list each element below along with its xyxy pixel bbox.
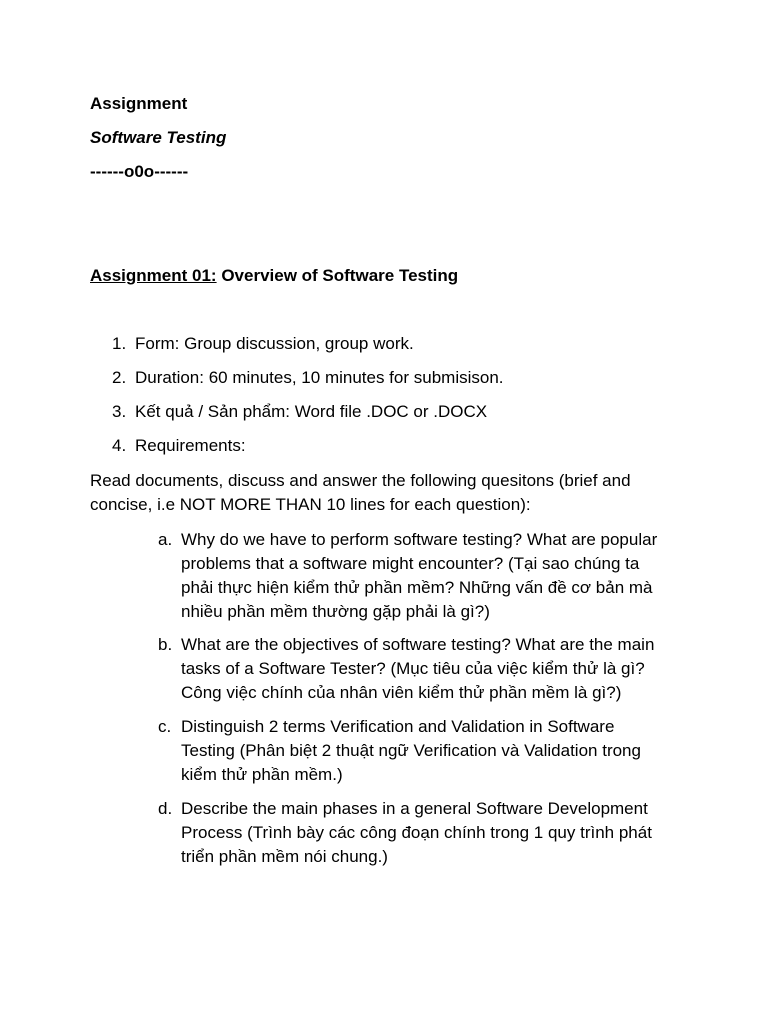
instruction-paragraph: Read documents, discuss and answer the following quesitons (brief and concise, i.e NOT MORE THAN 10 lines for each question): xyxy=(90,471,631,514)
question-marker: b. xyxy=(158,635,173,654)
question-marker: a. xyxy=(158,530,173,549)
list-item-marker: 2. xyxy=(112,368,127,387)
question-marker: d. xyxy=(158,799,173,818)
list-item-marker: 1. xyxy=(112,334,127,353)
list-item-text: Form: Group discussion, group work. xyxy=(135,334,414,353)
question-text: Why do we have to perform software testing? What are popular problems that a software might encounter? (Tại sao chúng ta phải thực hiện kiểm thử phần mềm? Những vấn đề cơ bản mà nhiều phần mềm thường gặp phải là gì?) xyxy=(181,530,658,621)
list-item-marker: 4. xyxy=(112,436,127,455)
assignment-label: Assignment 01: xyxy=(90,266,217,285)
title-separator: ------o0o------ xyxy=(90,162,189,181)
list-item-text: Kết quả / Sản phẩm: Word file .DOC or .DOCX xyxy=(135,402,488,421)
question-text: Describe the main phases in a general Software Development Process (Trình bày các công đoạn chính trong 1 quy trình phát triển phần mềm nói chung.) xyxy=(181,799,652,866)
document-subtitle: Software Testing xyxy=(90,128,227,147)
question-text: Distinguish 2 terms Verification and Validation in Software Testing (Phân biệt 2 thuật ngữ Verification và Validation trong kiểm thử phần mềm.) xyxy=(181,717,641,784)
assignment-title: Overview of Software Testing xyxy=(221,266,459,285)
question-text: What are the objectives of software testing? What are the main tasks of a Software Tester? (Mục tiêu của việc kiểm thử là gì? Công việc chính của nhân viên kiểm thử phần mềm là gì?) xyxy=(181,635,655,702)
list-item-text: Requirements: xyxy=(135,436,246,455)
question-marker: c. xyxy=(158,717,172,736)
document-title: Assignment xyxy=(90,94,188,113)
assignment-heading xyxy=(90,264,458,288)
list-item-text: Duration: 60 minutes, 10 minutes for submisison. xyxy=(135,368,504,387)
list-item-marker: 3. xyxy=(112,402,127,421)
